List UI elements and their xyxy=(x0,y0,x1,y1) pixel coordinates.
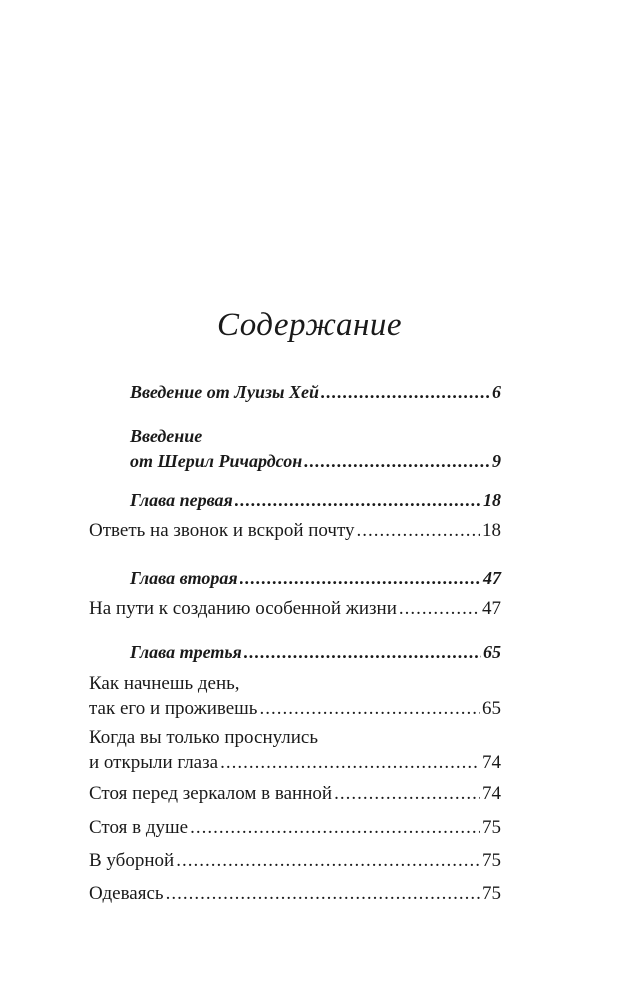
leader-dots xyxy=(220,750,480,775)
toc-label: Глава вторая xyxy=(130,568,238,588)
toc-label: Одеваясь xyxy=(89,883,164,904)
toc-entry[interactable] xyxy=(130,640,501,665)
toc-entry[interactable] xyxy=(89,781,501,806)
toc-label: Глава первая xyxy=(130,490,233,510)
toc-entry[interactable] xyxy=(89,518,501,543)
toc-entry[interactable] xyxy=(130,566,501,591)
toc-label: Ответь на звонок и вскрой почту xyxy=(89,520,355,541)
toc-page: 74 xyxy=(482,783,501,804)
leader-dots xyxy=(176,848,480,873)
leader-dots xyxy=(334,781,480,806)
leader-dots xyxy=(304,449,490,474)
toc-label: и открыли глаза xyxy=(89,752,219,773)
toc-entry[interactable] xyxy=(130,424,501,474)
toc-entry[interactable] xyxy=(89,881,501,906)
toc-label: Когда вы только проснулись xyxy=(89,727,319,748)
leader-dots xyxy=(357,518,480,543)
toc-page: 75 xyxy=(482,850,501,871)
toc-page: 18 xyxy=(483,490,501,510)
toc-entry[interactable] xyxy=(130,488,501,513)
toc-label: В уборной xyxy=(89,850,175,871)
toc-page: 47 xyxy=(483,568,501,588)
toc-label: Введение xyxy=(130,426,203,446)
toc-label: Введение от Луизы Хей xyxy=(130,382,319,402)
toc-label: от Шерил Ричардсон xyxy=(130,451,303,471)
leader-dots xyxy=(240,566,481,591)
toc-label: так его и проживешь xyxy=(89,698,258,719)
leader-dots xyxy=(399,596,480,621)
toc-page: 65 xyxy=(483,642,501,662)
toc-entry[interactable] xyxy=(130,380,501,405)
leader-dots xyxy=(244,640,481,665)
toc-page: 9 xyxy=(492,451,501,471)
toc-label: Как начнешь день, xyxy=(89,673,240,694)
toc-entry[interactable] xyxy=(89,671,501,721)
leader-dots xyxy=(259,696,480,721)
leader-dots xyxy=(235,488,481,513)
toc-entry[interactable] xyxy=(89,848,501,873)
toc-entry[interactable] xyxy=(89,815,501,840)
toc-label: Стоя перед зеркалом в ванной xyxy=(89,783,333,804)
leader-dots xyxy=(166,881,480,906)
toc-page: 75 xyxy=(482,883,501,904)
toc-page: 74 xyxy=(482,752,501,773)
toc-label: На пути к созданию особенной жизни xyxy=(89,598,397,619)
toc-page: 47 xyxy=(482,598,501,619)
page-title: Содержание xyxy=(216,307,402,343)
toc-entry[interactable] xyxy=(89,596,501,621)
toc-page: 65 xyxy=(482,698,501,719)
toc-page: 6 xyxy=(492,382,501,402)
leader-dots xyxy=(321,380,490,405)
toc-entry[interactable] xyxy=(89,725,501,775)
toc-page: 75 xyxy=(482,817,501,838)
toc-label: Стоя в душе xyxy=(89,817,189,838)
toc-page: 18 xyxy=(482,520,501,541)
toc-label: Глава третья xyxy=(130,642,242,662)
leader-dots xyxy=(190,815,480,840)
